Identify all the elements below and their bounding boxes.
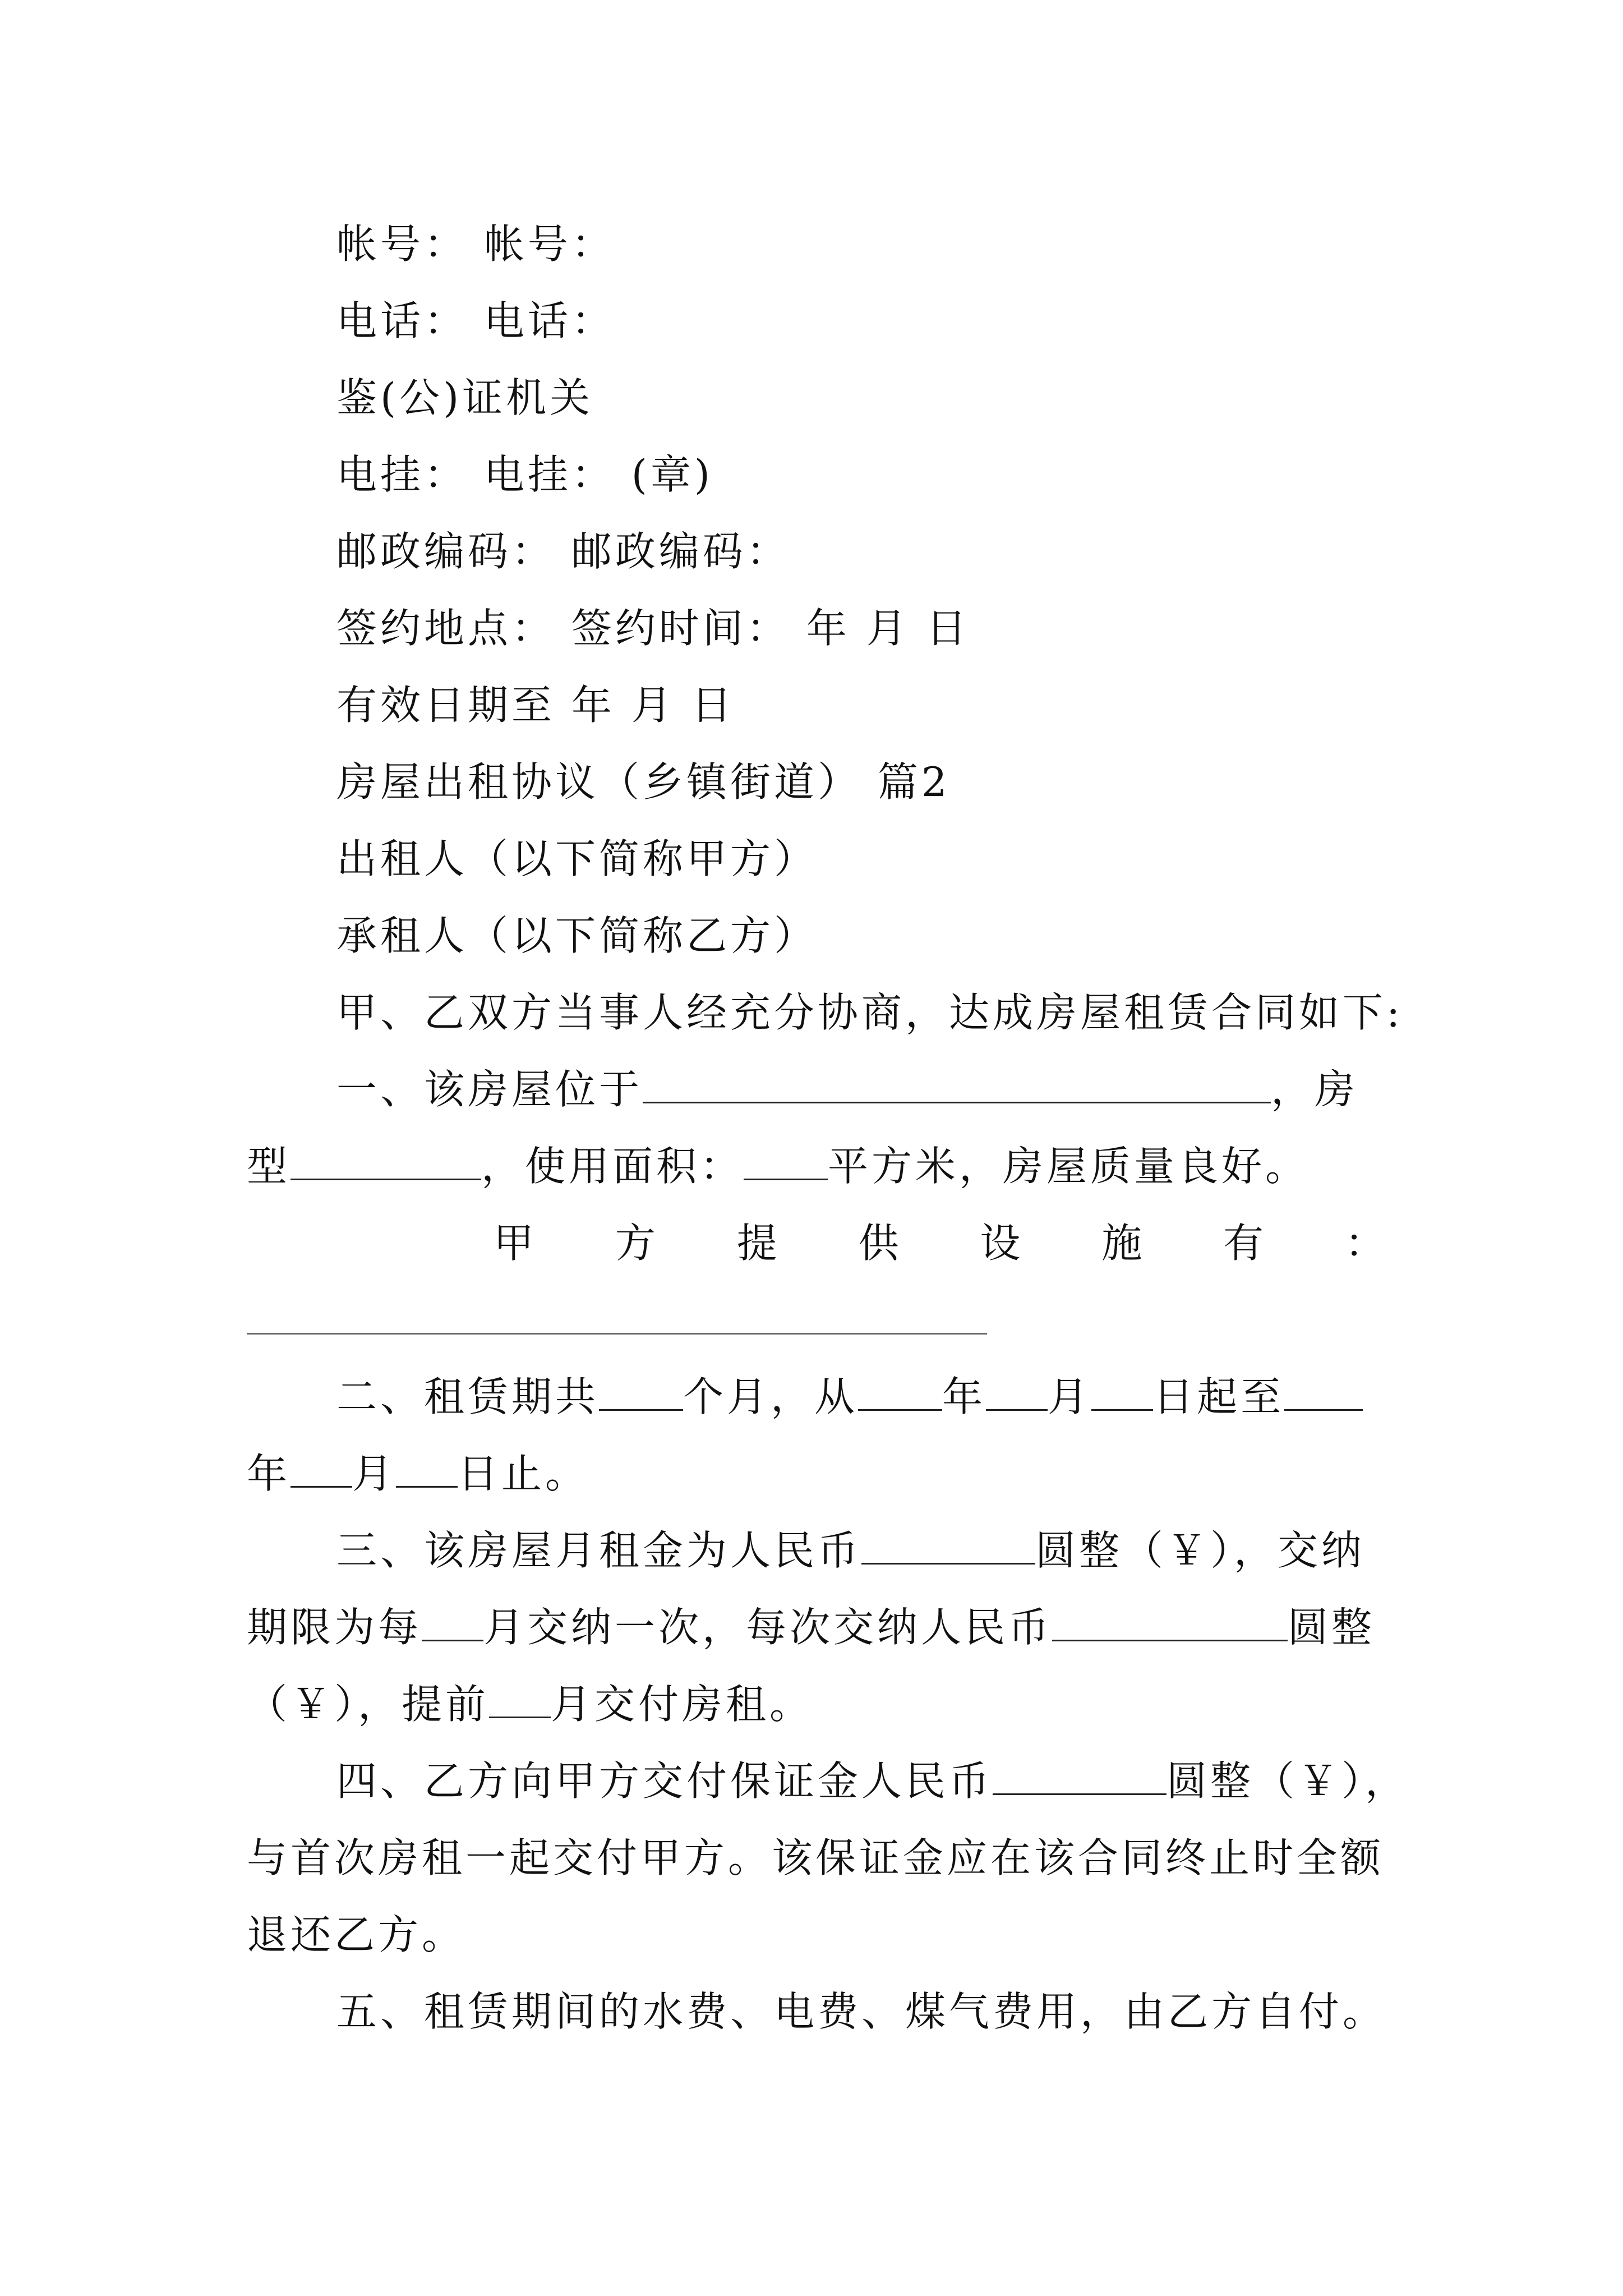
start-day-blank: [1091, 1370, 1153, 1411]
clause-text: 四、乙方向甲方交付保证金人民币: [336, 1757, 993, 1805]
facilities-char: 设: [980, 1220, 1021, 1267]
monthly-rent-blank: [861, 1524, 1035, 1565]
clause-3-line-1: [336, 1522, 1365, 1579]
telegram-line: 电挂： 电挂： (章): [336, 451, 713, 498]
intro-paragraph: 甲、乙双方当事人经充分协商，达成房屋租赁合同如下:: [336, 989, 1404, 1036]
months-blank: [599, 1370, 683, 1411]
clause-text: 年: [942, 1373, 986, 1420]
clause-text: 二、租赁期共: [336, 1373, 600, 1420]
clause-text: （￥），提前: [247, 1681, 490, 1728]
end-year-blank: [1284, 1370, 1363, 1411]
clause-text: 一、该房屋位于: [336, 1066, 643, 1113]
clause-2-line-2: [247, 1446, 1385, 1502]
clause-text: 圆整（￥），: [1166, 1757, 1409, 1805]
end-month-blank: [291, 1447, 352, 1488]
clause-text: 日止。: [458, 1450, 589, 1497]
facilities-char: 甲: [494, 1220, 534, 1267]
facilities-char: 施: [1101, 1220, 1142, 1267]
lessor-line: 出租人（以下简称甲方）: [336, 835, 818, 882]
facilities-char: 供: [858, 1220, 899, 1267]
location-blank: [643, 1062, 1271, 1103]
clause-1-line-1: [336, 1061, 1358, 1117]
pay-amount-blank: [1052, 1600, 1288, 1641]
facilities-blank-line: [247, 1333, 987, 1335]
clause-3-line-3: [247, 1676, 1385, 1732]
account-line: 帐号： 帐号：: [336, 220, 615, 268]
deposit-blank: [993, 1754, 1166, 1795]
clause-text: 期限为每: [247, 1604, 422, 1651]
clause-text: 圆整（￥），交纳: [1035, 1527, 1366, 1574]
clause-text: 型: [247, 1143, 291, 1190]
clause-text: 个月，从: [683, 1373, 859, 1420]
clause-text: 三、该房屋月租金为人民币: [336, 1527, 862, 1574]
clause-text: 月: [1048, 1373, 1092, 1420]
area-blank: [744, 1139, 828, 1180]
phone-line: 电话： 电话：: [336, 297, 615, 344]
clause-2-line-1: [336, 1369, 1363, 1425]
clause-text: 年: [247, 1450, 291, 1497]
clause-text: 月交纳一次，每次交纳人民币: [483, 1604, 1053, 1651]
end-day-blank: [396, 1447, 458, 1488]
pay-interval-blank: [422, 1600, 483, 1641]
clause-text: 月: [352, 1450, 396, 1497]
clause-text: 日起至: [1153, 1373, 1285, 1420]
clause-4-line-1: [336, 1753, 1409, 1809]
advance-months-blank: [489, 1677, 551, 1718]
clause-text: ，房: [1271, 1066, 1359, 1113]
notary-line: 鉴(公)证机关: [336, 374, 594, 421]
valid-date-line: 有效日期至 年 月 日: [336, 682, 735, 729]
clause-text: 圆整: [1288, 1604, 1376, 1651]
clause-5-line-1: 五、租赁期间的水费、电费、煤气费用，由乙方自付。: [336, 1988, 1387, 2035]
clause-text: ，使用面积：: [481, 1143, 744, 1190]
type-blank: [291, 1139, 481, 1180]
clause-3-line-2: [247, 1599, 1385, 1655]
facilities-char: ：: [1344, 1220, 1385, 1267]
clause-text: 平方米，房屋质量良好。: [828, 1143, 1310, 1190]
section-title: 房屋出租协议（乡镇街道） 篇2: [336, 758, 951, 806]
clause-4-line-3: 退还乙方。: [247, 1911, 466, 1958]
clause-text: 月交付房租。: [551, 1681, 814, 1728]
facilities-char: 提: [736, 1220, 777, 1267]
postal-code-line: 邮政编码： 邮政编码：: [336, 528, 790, 575]
start-month-blank: [986, 1370, 1048, 1411]
start-year-blank: [858, 1370, 942, 1411]
facilities-char: 有: [1223, 1220, 1264, 1267]
clause-4-line-2: 与首次房租一起交付甲方。该保证金应在该合同终止时全额: [247, 1834, 1385, 1881]
facilities-line: [494, 1215, 1385, 1271]
lessee-line: 承租人（以下简称乙方）: [336, 912, 818, 959]
signing-line: 签约地点： 签约时间： 年 月 日: [336, 605, 970, 652]
facilities-char: 方: [615, 1220, 656, 1267]
clause-1-line-2: [247, 1138, 1385, 1194]
